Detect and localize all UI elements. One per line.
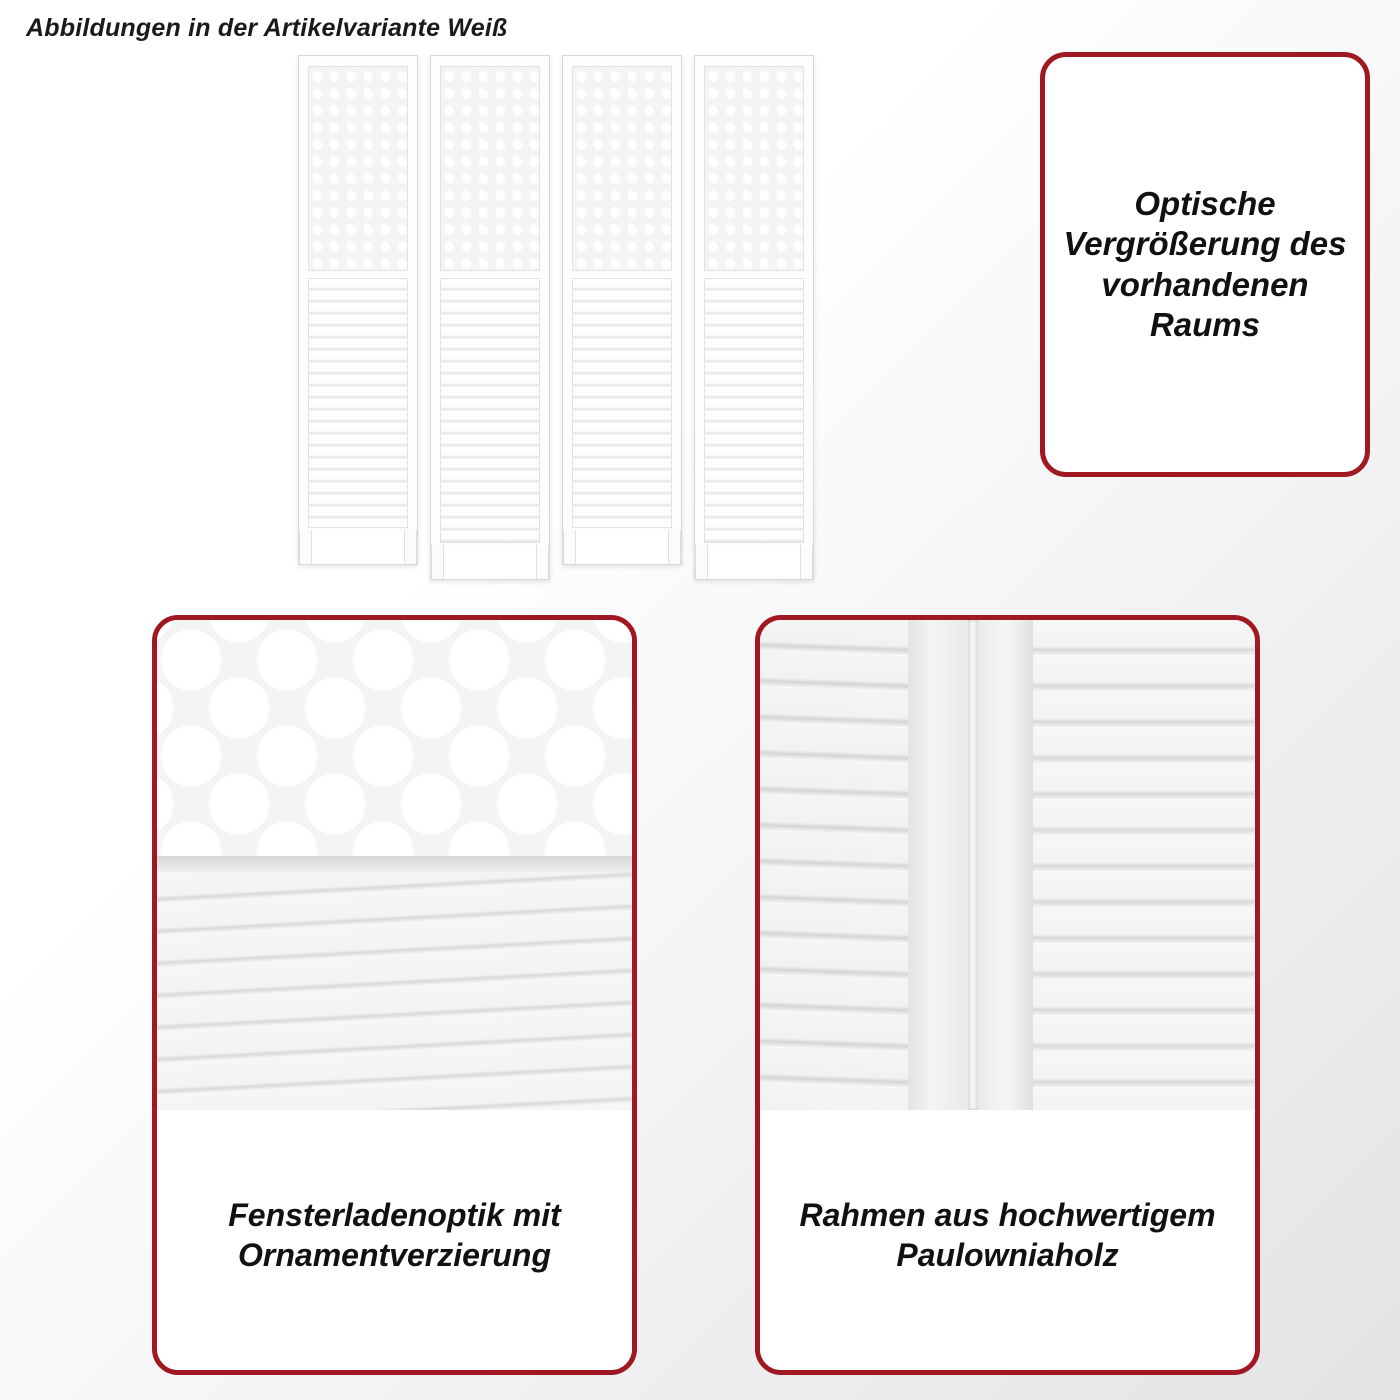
panel-legs bbox=[704, 545, 804, 579]
louver-detail-left bbox=[760, 620, 908, 1110]
closeup-photo-ornament bbox=[157, 620, 632, 1110]
frame-detail-image bbox=[760, 620, 1255, 1110]
panel-legs bbox=[572, 530, 672, 564]
frame-stile-left bbox=[908, 620, 968, 1110]
closeup-photo-frame bbox=[760, 620, 1255, 1110]
callout-fensterladenoptik bbox=[152, 615, 637, 1375]
louver-section bbox=[440, 278, 540, 543]
lattice-ornament bbox=[704, 66, 804, 271]
product-image bbox=[290, 55, 820, 585]
louver-section bbox=[308, 278, 408, 528]
ornament-edge bbox=[157, 856, 632, 872]
callout-optische-vergroesserung bbox=[1040, 52, 1370, 477]
panel-legs bbox=[308, 530, 408, 564]
louver-detail-right bbox=[1033, 620, 1255, 1110]
folding-screen-illustration bbox=[290, 55, 820, 585]
frame-stile-right bbox=[978, 620, 1033, 1110]
panel-legs bbox=[440, 545, 540, 579]
panel-hinge-gap bbox=[968, 620, 978, 1110]
louver-section bbox=[704, 278, 804, 543]
louver-section bbox=[572, 278, 672, 528]
screen-panel bbox=[298, 55, 418, 565]
lattice-ornament bbox=[572, 66, 672, 271]
screen-panel bbox=[562, 55, 682, 565]
louver-detail bbox=[157, 872, 632, 1110]
callout-rahmen-paulowniaholz bbox=[755, 615, 1260, 1375]
ornament-pattern bbox=[157, 620, 632, 860]
screen-panel bbox=[430, 55, 550, 580]
screen-panel bbox=[694, 55, 814, 580]
lattice-ornament bbox=[440, 66, 540, 271]
ornament-detail-image bbox=[157, 620, 632, 1110]
callout-text: Optische Vergrößerung des vorhandenen Raums bbox=[1063, 185, 1347, 343]
callout-text: Fensterladenoptik mit Ornamentverzierung bbox=[157, 1110, 632, 1370]
variant-note: Abbildungen in der Artikelvariante Weiß bbox=[26, 14, 508, 42]
lattice-ornament bbox=[308, 66, 408, 271]
callout-text: Rahmen aus hochwertigem Paulowniaholz bbox=[760, 1110, 1255, 1370]
